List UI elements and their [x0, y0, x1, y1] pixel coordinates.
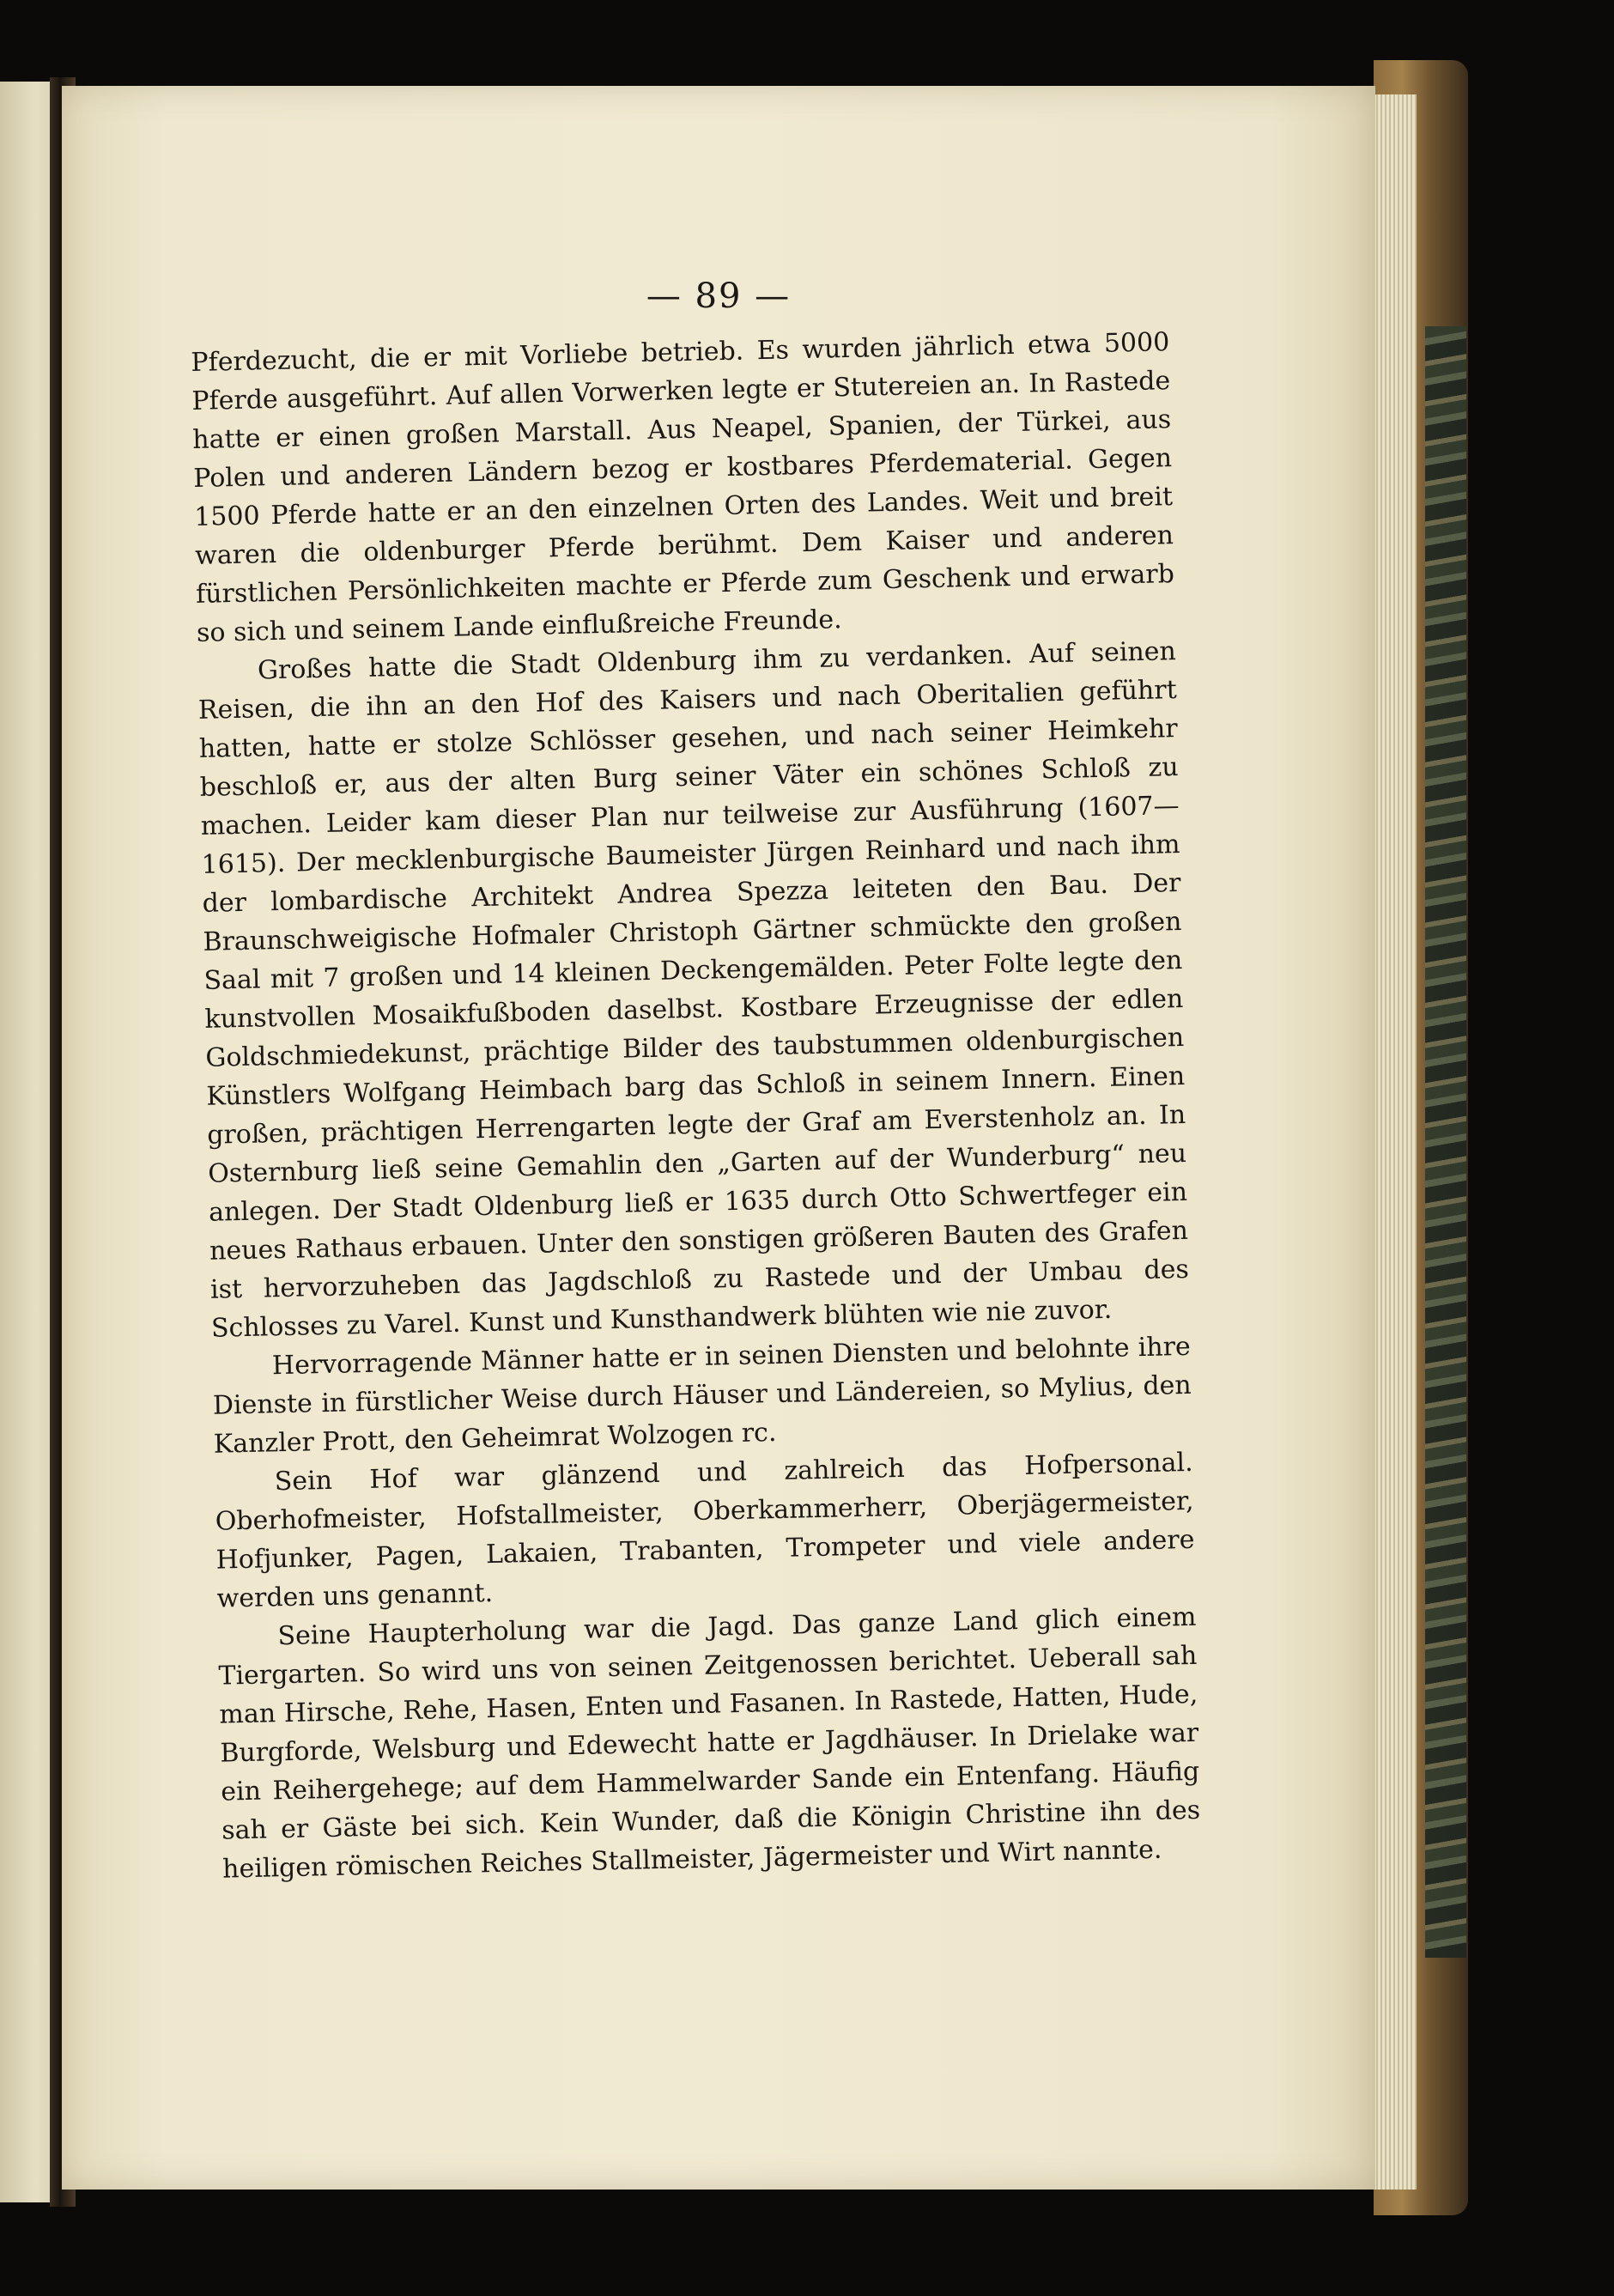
book-page — [62, 86, 1375, 2190]
page-number: — 89 — — [646, 276, 792, 316]
marbled-cover-pattern — [1425, 326, 1466, 1958]
body-text — [191, 323, 1201, 1888]
paragraph-notable-men: Hervorragende Männer hatte er in seinen Diensten und belohnte ihre Dienste in fürstlicher Weise durch Häuser und Ländereien, so Mylius, den Kanzler Prott, den Geheimrat Wolzogen rc. — [212, 1331, 1192, 1460]
paragraph-horse-breeding: Pferdezucht, die er mit Vorliebe betrieb. Es wurden jährlich etwa 5000 Pferde ausgeführt. Auf allen Vorwerken legte er Stutereien an. In Rastede hatte er einen großen Marstall. Aus Neapel, Spanien, der Türkei, aus Polen und anderen Ländern bezog er kostbares Pferdematerial. Gegen 1500 Pferde hatte er an den einzelnen Orten des Landes. Weit und breit waren die oldenburger Pferde berühmt. Dem Kaiser und anderen fürstlichen Persönlichkeiten machte er Pferde zum Geschenk und erwarb so sich und seinem Lande einflußreiche Freunde. — [191, 327, 1175, 648]
paragraph-court: Sein Hof war glänzend und zahlreich das Hofpersonal. Oberhofmeister, Hofstallmeister, Oberkammerherr, Oberjägermeister, Hofjunker, Pagen, Lakaien, Trabanten, Trompeter und viele andere werden uns genannt. — [215, 1447, 1195, 1614]
paragraph-hunting: Seine Haupterholung war die Jagd. Das ganze Land glich einem Tiergarten. So wird uns von seinen Zeitgenossen berichtet. Ueberall sah man Hirsche, Rehe, Hasen, Enten und Fasanen. In Rastede, Hatten, Hude, Burgforde, Welsburg und Edewecht hatte er Jagdhäuser. In Drielake war ein Reihergehege; auf dem Hammelwarder Sande ein Entenfang. Häufig sah er Gäste bei sich. Kein Wunder, daß die Königin Christine ihn des heiligen römischen Reiches Stallmeister, Jägermeister und Wirt nannte. — [218, 1601, 1201, 1885]
paragraph-oldenburg-castle: Großes hatte die Stadt Oldenburg ihm zu verdanken. Auf seinen Reisen, die ihn an den Hof des Kaisers und nach Oberitalien geführt hatten, hatte er stolze Schlösser gesehen, und nach seiner Heimkehr beschloß er, aus der alten Burg seiner Väter ein schönes Schloß zu machen. Leider kam dieser Plan nur teilweise zur Ausführung (1607—1615). Der mecklenburgische Baumeister Jürgen Reinhard und nach ihm der lombardische Architekt Andrea Spezza leiteten den Bau. Der Braunschweigische Hofmaler Christoph Gärtner schmückte den großen Saal mit 7 großen und 14 kleinen Deckengemälden. Peter Folte legte den kunstvollen Mosaikfußboden daselbst. Kostbare Erzeugnisse der edlen Goldschmiedekunst, prächtige Bilder des taubstummen oldenburgischen Künstlers Wolfgang Heimbach barg das Schloß in seinem Innern. Einen großen, prächtigen Herrengarten legte der Graf am Everstenholz an. In Osternburg ließ seine Gemahlin den „Garten auf der Wunderburg“ neu anlegen. Der Stadt Oldenburg ließ er 1635 durch Otto Schwertfeger ein neues Rathaus erbauen. Unter den sonstigen größeren Bauten des Grafen ist hervorzuheben das Jagdschloß zu Rastede und der Umbau des Schlosses zu Varel. Kunst und Kunsthandwerk blühten wie nie zuvor. — [197, 636, 1190, 1344]
